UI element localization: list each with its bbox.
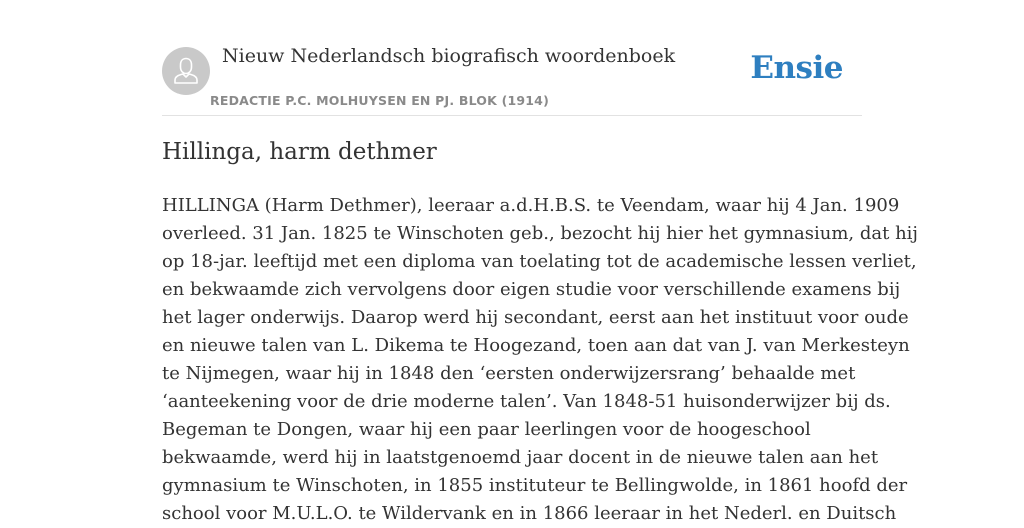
book-byline: REDACTIE P.C. MOLHUYSEN EN PJ. BLOK (1914) — [210, 93, 549, 108]
entry-body-line: te Nijmegen, waar hij in 1848 den ‘eersten onderwijzersrang’ behaalde met — [162, 363, 856, 384]
entry-body-line: bekwaamde, werd hij in laatstgenoemd jaar docent in de nieuwe talen aan het — [162, 447, 879, 468]
entry-body-line: gymnasium te Winschoten, in 1855 instituteur te Bellingwolde, in 1861 hoofd der — [162, 475, 908, 496]
entry-body-line: ‘aanteekening voor de drie moderne talen’. Van 1848-51 huisonderwijzer bij ds. — [162, 391, 891, 412]
entry-body-line: en bekwaamde zich vervolgens door eigen studie voor verschillende examens bij — [162, 279, 901, 300]
entry-body-line: overleed. 31 Jan. 1825 te Winschoten geb., bezocht hij hier het gymnasium, dat hij — [162, 223, 919, 244]
entry-body-line: school voor M.U.L.O. te Wildervank en in 1866 leeraar in het Nederl. en Duitsch — [162, 503, 897, 524]
entry-body — [162, 192, 919, 528]
entry-body-line: HILLINGA (Harm Dethmer), leeraar a.d.H.B.S. te Veendam, waar hij 4 Jan. 1909 — [162, 195, 900, 216]
user-placeholder-icon — [162, 47, 210, 95]
book-title[interactable]: Nieuw Nederlandsch biografisch woordenboek — [222, 45, 676, 67]
entry-title: Hillinga, harm dethmer — [162, 139, 437, 165]
entry-body-line: het lager onderwijs. Daarop werd hij secondant, eerst aan het instituut voor oude — [162, 307, 909, 328]
ensie-logo[interactable]: Ensie — [750, 50, 843, 86]
entry-body-line: Begeman te Dongen, waar hij een paar leerlingen voor de hoogeschool — [162, 419, 811, 440]
header-divider — [162, 115, 862, 116]
entry-body-line: op 18-jar. leeftijd met een diploma van toelating tot de academische lessen verliet, — [162, 251, 917, 272]
entry-body-line: en nieuwe talen van L. Dikema te Hoogezand, toen aan dat van J. van Merkesteyn — [162, 335, 910, 356]
